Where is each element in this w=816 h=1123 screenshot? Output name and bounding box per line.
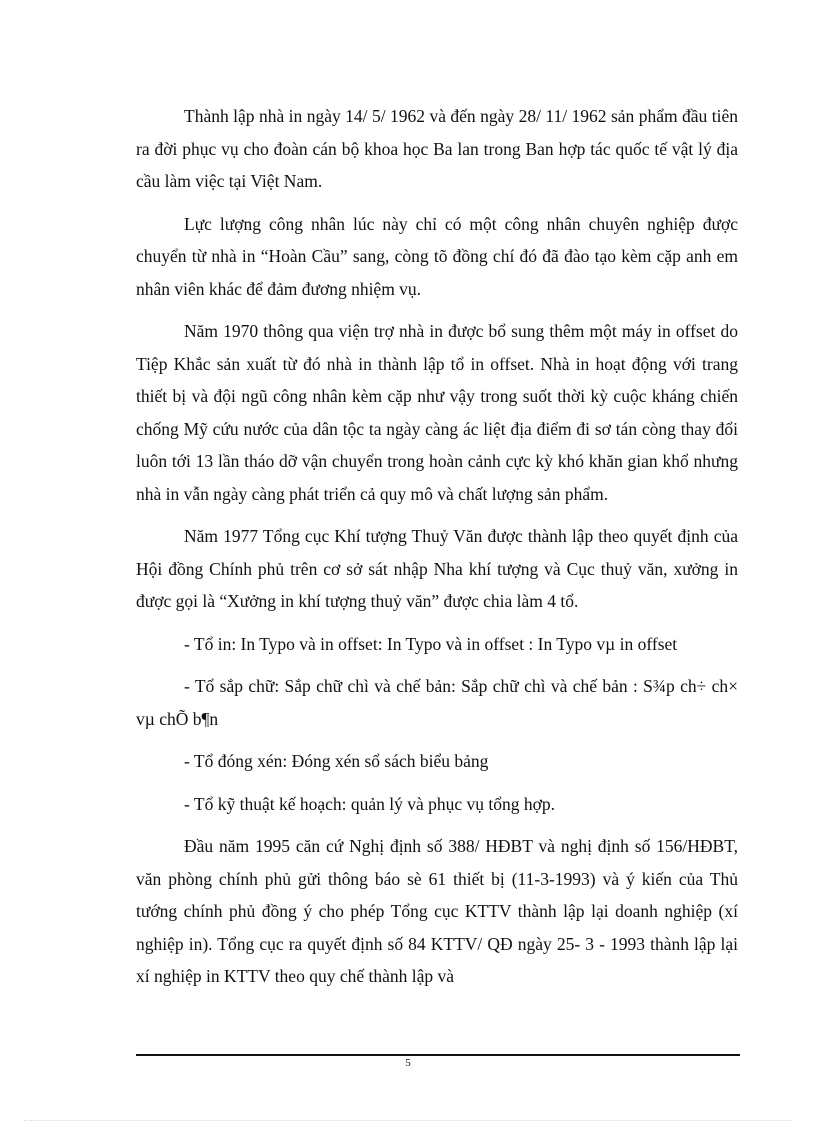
paragraph-workforce: Lực lượng công nhân lúc này chỉ có một công nhân chuyên nghiệp được chuyển từ nhà in “Hoàn Cầu” sang, còng tõ đồng chí đó đã đào tạo kèm cặp anh em nhân viên khác để đảm đương nhiệm vụ. — [136, 213, 738, 299]
paragraph-1977: Năm 1977 Tổng cục Khí tượng Thuỷ Văn được thành lập theo quyết định của Hội đồng Chính phủ trên cơ sở sát nhập Nha khí tượng và Cục thuỷ văn, xưởng in được gọi là “Xưởng in khí tượng thuỷ văn” được chia làm 4 tổ. — [136, 526, 738, 611]
list-item-binding-team: - Tổ đóng xén: Đóng xén sổ sách biểu bảng — [184, 751, 489, 771]
list-item-typesetting-team: - Tổ sắp chữ: Sắp chữ chì và chế bản: Sắp chữ chì và chế bản : S¾p ch÷ ch× vµ chÕ b¶n — [136, 676, 738, 729]
list-item-planning-team: - Tổ kỹ thuật kế hoạch: quản lý và phục vụ tổng hợp. — [184, 793, 556, 814]
paragraph-1970: Năm 1970 thông qua viện trợ nhà in được bổ sung thêm một máy in offset do Tiệp Khắc sản xuất từ đó nhà in thành lập tổ in offset. Nhà in hoạt động với trang thiết bị và đội ngũ công nhân kèm cặp như vậy trong suốt thời kỳ cuộc kháng chiến chống Mỹ cứu nước của dân tộc ta ngày càng ác liệt địa điểm đi sơ tán còng thay đổi luôn tới 13 lần tháo dỡ vận chuyển trong hoàn cảnh cực kỳ khó khăn gian khổ nhưng nhà in vẫn ngày càng phát triển cả quy mô và chất lượng sản phẩm. — [136, 321, 738, 504]
page-number: 5 — [405, 1057, 411, 1069]
page-bottom-border — [24, 1120, 792, 1121]
list-item-printing-team: - Tổ in: In Typo và in offset: In Typo và in offset : In Typo vµ in offset — [184, 633, 678, 654]
body-text — [136, 100, 738, 1003]
paragraph-founding: Thành lập nhà in ngày 14/ 5/ 1962 và đến ngày 28/ 11/ 1962 sản phẩm đầu tiên ra đời phục vụ cho đoàn cán bộ khoa học Ba lan trong Ban hợp tác quốc tế vật lý địa cầu làm việc tại Việt Nam. — [136, 106, 738, 191]
paragraph-1995: Đầu năm 1995 căn cứ Nghị định số 388/ HĐBT và nghị định số 156/HĐBT, văn phòng chính phủ gửi thông báo sè 61 thiết bị (11-3-1993) và ý kiến của Thủ tướng chính phủ đồng ý cho phép Tổng cục KTTV thành lập lại doanh nghiệp (xí nghiệp in). Tổng cục ra quyết định số 84 KTTV/ QĐ ngày 25- 3 - 1993 thành lập lại xí nghiệp in KTTV theo quy chế thành lập và — [136, 836, 738, 986]
